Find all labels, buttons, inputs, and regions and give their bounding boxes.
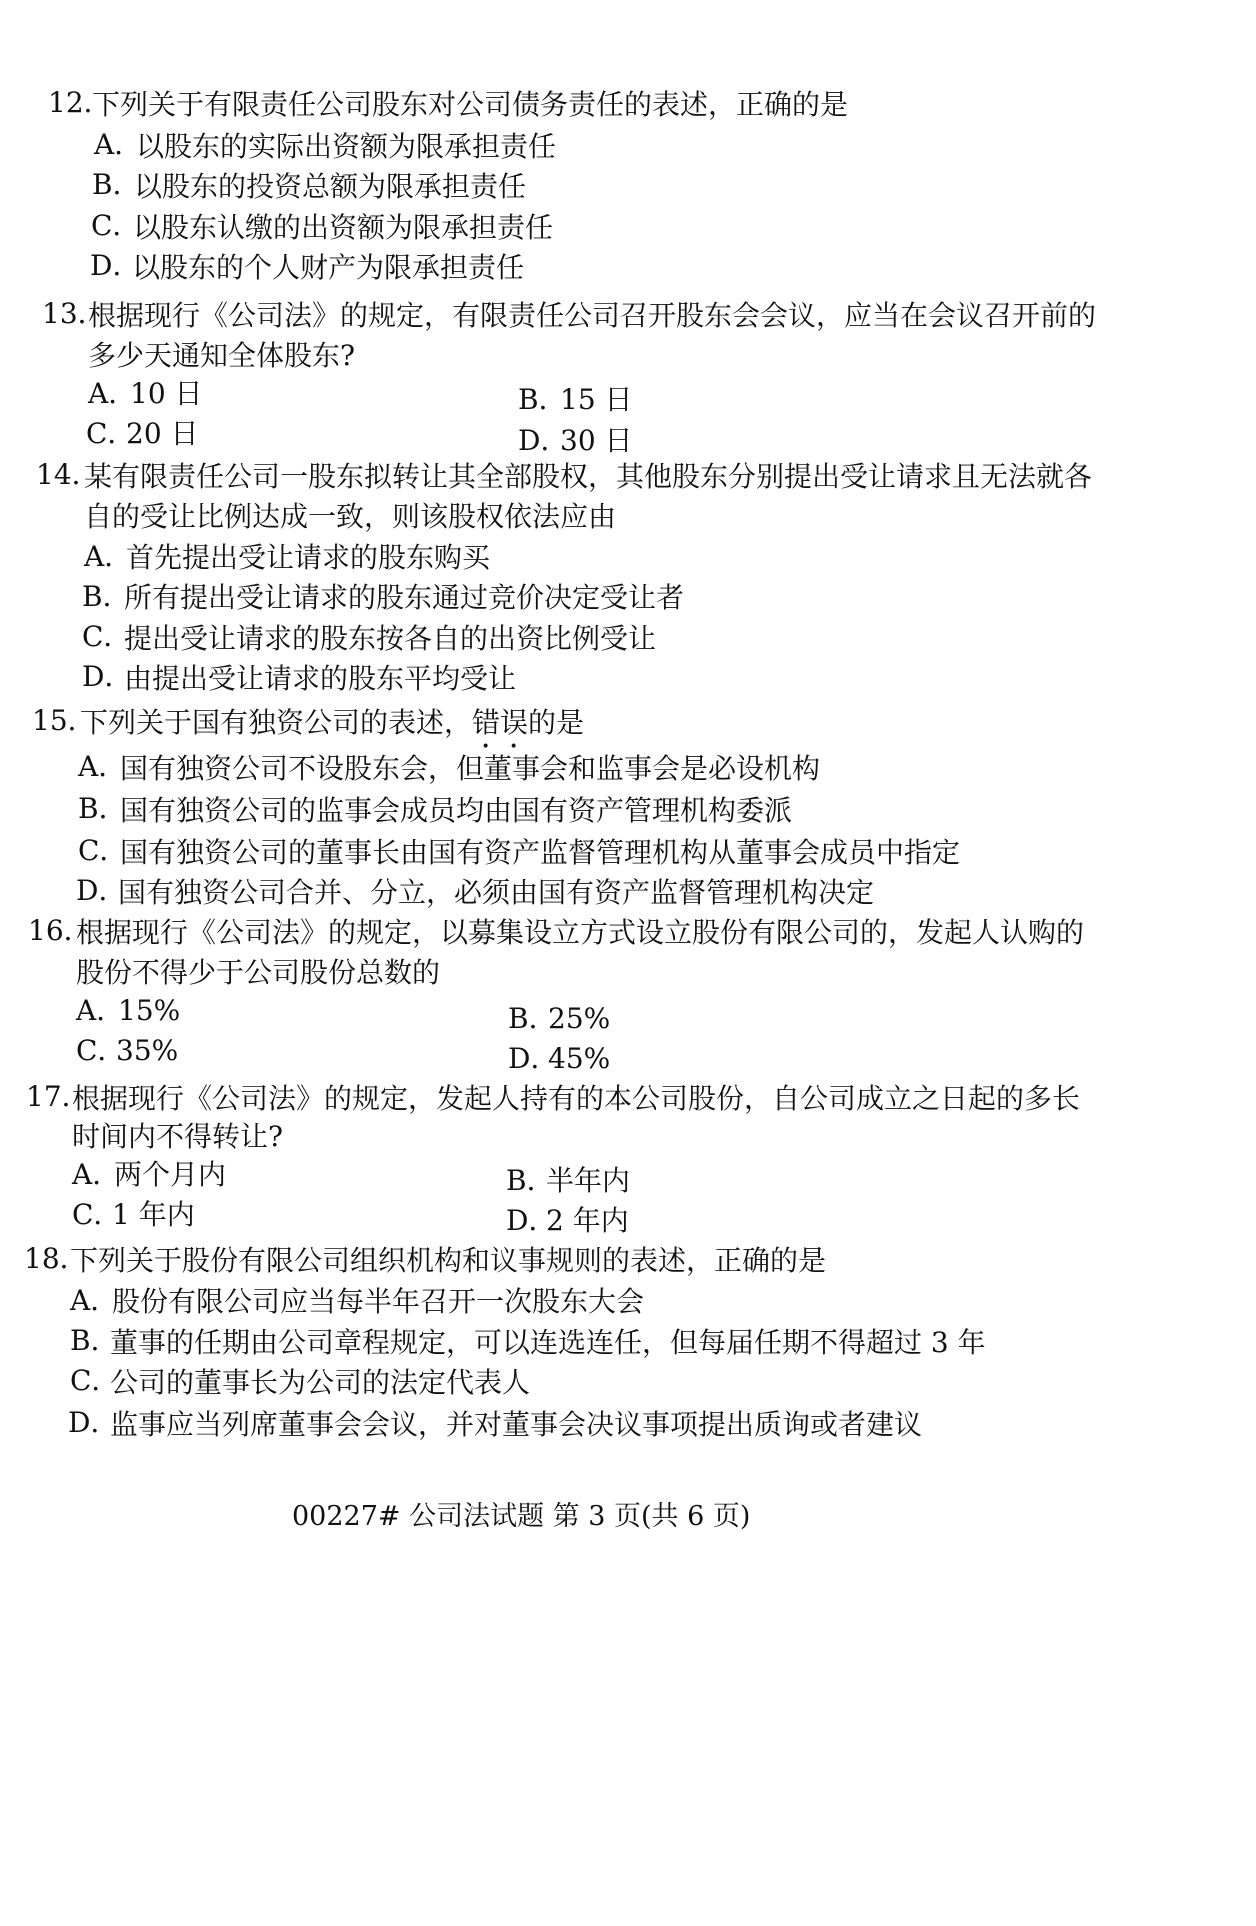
option-text: 以股东认缴的出资额为限承担责任 <box>133 211 554 244</box>
option-text: 1 年内 <box>112 1198 195 1231</box>
option-text: 公司的董事长为公司的法定代表人 <box>110 1366 531 1399</box>
option-text: 25% <box>548 1002 611 1035</box>
question-number: 18． <box>24 1242 88 1275</box>
option-label: A． <box>88 377 137 410</box>
option-text: 国有独资公司不设股东会，但董事会和监事会是必设机构 <box>120 752 821 785</box>
option-text: 20 日 <box>126 417 199 450</box>
option-text: 15% <box>118 994 181 1027</box>
question-number: 13． <box>42 297 106 330</box>
option-text: 45% <box>548 1042 611 1075</box>
option-text: 以股东的个人财产为限承担责任 <box>132 251 525 284</box>
stem-text: 下列关于国有独资公司的表述， <box>80 706 473 739</box>
option-label: C． <box>76 1034 126 1067</box>
question-stem: 下列关于有限责任公司股东对公司债务责任的表述，正确的是 <box>92 88 849 121</box>
option-label: A． <box>78 750 127 783</box>
option-label: C． <box>86 417 136 450</box>
option-text: 半年内 <box>546 1164 631 1197</box>
option-text: 以股东的投资总额为限承担责任 <box>134 170 527 203</box>
option-label: D． <box>90 249 141 282</box>
question-number: 17． <box>26 1080 90 1113</box>
option-text: 两个月内 <box>114 1158 227 1191</box>
option-text: 国有独资公司合并、分立，必须由国有资产监督管理机构决定 <box>118 876 875 909</box>
option-text: 监事应当列席董事会会议，并对董事会决议事项提出质询或者建议 <box>110 1408 923 1441</box>
option-label: D． <box>82 660 133 693</box>
option-text: 以股东的实际出资额为限承担责任 <box>136 130 557 163</box>
question-number: 12． <box>48 86 112 119</box>
option-label: A． <box>76 994 125 1027</box>
option-label: C． <box>70 1364 120 1397</box>
option-label: A． <box>84 540 133 573</box>
stem-emphasis: 错误 <box>472 706 529 739</box>
option-text: 由提出受让请求的股东平均受让 <box>124 662 517 695</box>
question-stem: 根据现行《公司法》的规定，发起人持有的本公司股份，自公司成立之日起的多长 <box>72 1082 1081 1115</box>
option-label: C． <box>91 209 141 242</box>
option-text: 2 年内 <box>546 1204 629 1237</box>
option-text: 国有独资公司的董事长由国有资产监督管理机构从董事会成员中指定 <box>120 836 961 869</box>
question-stem: 股份不得少于公司股份总数的 <box>76 956 441 989</box>
question-stem: 多少天通知全体股东? <box>88 339 356 372</box>
question-number: 16． <box>28 914 92 947</box>
option-text: 10 日 <box>130 377 203 410</box>
option-text: 国有独资公司的监事会成员均由国有资产管理机构委派 <box>120 794 793 827</box>
option-label: B． <box>92 168 141 201</box>
option-label: C． <box>78 834 128 867</box>
option-text: 董事的任期由公司章程规定，可以连选连任，但每届任期不得超过 3 年 <box>110 1326 986 1359</box>
option-label: D． <box>76 874 127 907</box>
option-label: A． <box>94 128 143 161</box>
option-label: D． <box>508 1042 559 1075</box>
question-stem <box>80 706 584 755</box>
question-number: 15． <box>32 704 96 737</box>
option-text: 15 日 <box>560 383 633 416</box>
page-footer: 00227# 公司法试题 第 3 页(共 6 页) <box>292 1501 751 1532</box>
option-label: D． <box>68 1406 119 1439</box>
question-stem: 时间内不得转让? <box>72 1120 284 1153</box>
question-stem: 某有限责任公司一股东拟转让其全部股权，其他股东分别提出受让请求且无法就各 <box>84 460 1093 493</box>
option-label: B． <box>508 1002 557 1035</box>
option-text: 股份有限公司应当每半年召开一次股东大会 <box>112 1285 645 1318</box>
option-text: 35% <box>116 1034 179 1067</box>
option-label: B． <box>506 1164 555 1197</box>
option-label: C． <box>82 620 132 653</box>
question-stem: 根据现行《公司法》的规定，以募集设立方式设立股份有限公司的，发起人认购的 <box>76 916 1085 949</box>
option-label: D． <box>506 1204 557 1237</box>
option-label: C． <box>72 1198 122 1231</box>
question-stem: 根据现行《公司法》的规定，有限责任公司召开股东会会议，应当在会议召开前的 <box>88 299 1097 332</box>
option-text: 所有提出受让请求的股东通过竞价决定受让者 <box>124 581 685 614</box>
option-label: B． <box>82 580 131 613</box>
option-label: B． <box>78 792 127 825</box>
option-label: D． <box>518 424 569 457</box>
option-text: 30 日 <box>560 424 633 457</box>
option-text: 首先提出受让请求的股东购买 <box>126 541 491 574</box>
option-label: A． <box>72 1158 121 1191</box>
option-label: B． <box>518 383 567 416</box>
question-stem: 下列关于股份有限公司组织机构和议事规则的表述，正确的是 <box>70 1244 827 1277</box>
question-number: 14． <box>36 458 100 491</box>
question-stem: 自的受让比例达成一致，则该股权依法应由 <box>84 500 617 533</box>
option-label: A． <box>70 1284 119 1317</box>
option-label: B． <box>70 1324 119 1357</box>
stem-text: 的是 <box>528 706 585 739</box>
option-text: 提出受让请求的股东按各自的出资比例受让 <box>124 622 657 655</box>
